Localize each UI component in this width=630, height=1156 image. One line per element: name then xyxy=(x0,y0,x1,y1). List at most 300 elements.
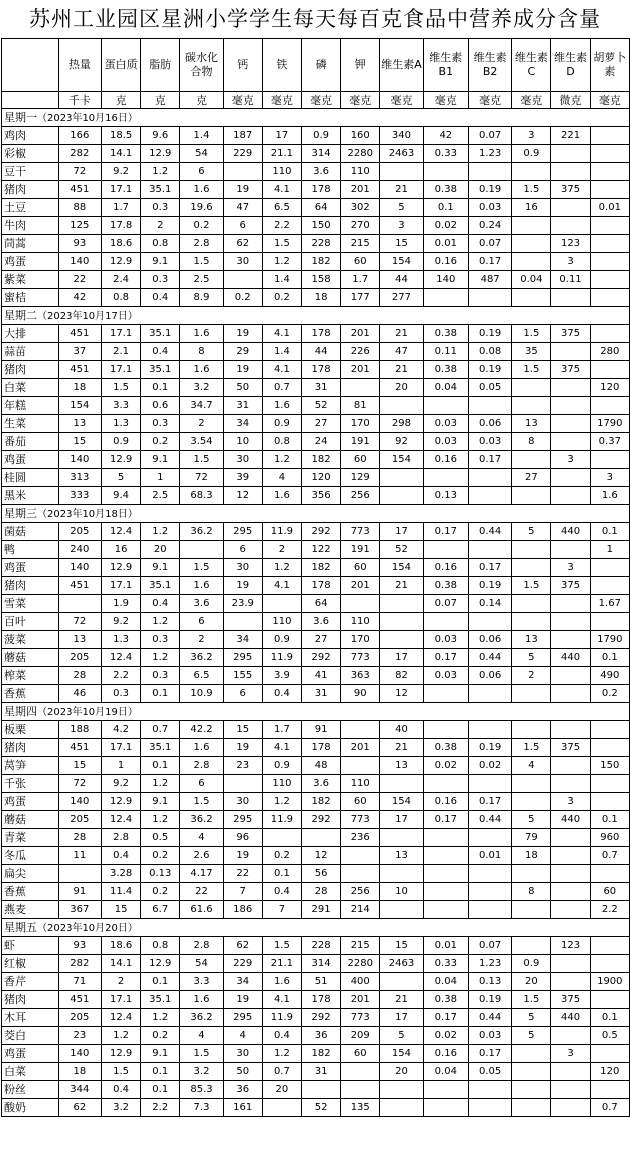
nutrient-value xyxy=(551,847,590,865)
nutrient-value: 182 xyxy=(301,253,340,271)
nutrient-value: 0.1 xyxy=(262,865,301,883)
nutrient-value xyxy=(380,397,423,415)
food-row xyxy=(2,793,630,811)
nutrient-value xyxy=(223,775,262,793)
column-header: 脂肪 xyxy=(141,39,180,92)
nutrient-value: 21 xyxy=(380,739,423,757)
nutrient-value: 0.9 xyxy=(262,757,301,775)
nutrient-value: 11.9 xyxy=(262,649,301,667)
nutrient-value: 3 xyxy=(551,793,590,811)
nutrient-value: 0.3 xyxy=(141,271,180,289)
column-header: 钾 xyxy=(341,39,380,92)
nutrient-value: 5 xyxy=(512,1027,551,1045)
food-name: 生菜 xyxy=(2,415,59,433)
nutrient-value: 0.2 xyxy=(180,217,223,235)
nutrient-value xyxy=(380,1081,423,1099)
food-name: 鸡蛋 xyxy=(2,1045,59,1063)
nutrient-value: 1.7 xyxy=(102,199,141,217)
nutrient-value: 12.4 xyxy=(102,649,141,667)
food-row xyxy=(2,397,630,415)
unit-cell: 毫克 xyxy=(262,92,301,109)
nutrient-value xyxy=(341,757,380,775)
nutrient-value: 35.1 xyxy=(141,181,180,199)
nutrient-value: 7.3 xyxy=(180,1099,223,1117)
nutrient-value: 30 xyxy=(223,1045,262,1063)
nutrient-value: 30 xyxy=(223,253,262,271)
nutrient-value: 120 xyxy=(590,1063,629,1081)
nutrient-value: 9.2 xyxy=(102,775,141,793)
food-row xyxy=(2,217,630,235)
nutrient-value: 21 xyxy=(380,991,423,1009)
nutrient-value: 17 xyxy=(380,1009,423,1027)
nutrient-value: 0.06 xyxy=(468,631,511,649)
nutrient-value xyxy=(590,991,629,1009)
food-name: 猪肉 xyxy=(2,991,59,1009)
nutrient-value: 4.1 xyxy=(262,181,301,199)
nutrient-value: 298 xyxy=(380,415,423,433)
nutrient-value: 0.1 xyxy=(423,199,468,217)
food-row xyxy=(2,973,630,991)
nutrient-value: 35.1 xyxy=(141,739,180,757)
nutrient-value: 182 xyxy=(301,793,340,811)
food-row xyxy=(2,901,630,919)
nutrient-value: 1.2 xyxy=(141,811,180,829)
nutrient-value: 1.5 xyxy=(512,991,551,1009)
nutrient-value: 1.6 xyxy=(180,325,223,343)
nutrient-value: 0.02 xyxy=(423,757,468,775)
day-label-cell xyxy=(2,919,630,937)
nutrient-value: 140 xyxy=(58,559,101,577)
nutrient-value xyxy=(512,1099,551,1117)
column-header: 磷 xyxy=(301,39,340,92)
nutrient-value: 215 xyxy=(341,937,380,955)
nutrient-value: 0.38 xyxy=(423,361,468,379)
food-row xyxy=(2,289,630,307)
nutrient-value: 375 xyxy=(551,991,590,1009)
nutrient-value: 79 xyxy=(512,829,551,847)
food-row xyxy=(2,325,630,343)
nutrient-value xyxy=(58,865,101,883)
nutrient-value: 4.1 xyxy=(262,577,301,595)
food-name: 板栗 xyxy=(2,721,59,739)
nutrient-value: 0.4 xyxy=(141,595,180,613)
nutrient-value: 5 xyxy=(512,649,551,667)
nutrient-value: 1.2 xyxy=(262,451,301,469)
food-name: 大排 xyxy=(2,325,59,343)
nutrient-value: 2.8 xyxy=(102,829,141,847)
nutrient-value: 1.5 xyxy=(512,325,551,343)
nutrient-value: 19 xyxy=(223,739,262,757)
nutrient-value: 20 xyxy=(262,1081,301,1099)
nutrient-value: 18.5 xyxy=(102,127,141,145)
nutrient-value: 50 xyxy=(223,379,262,397)
food-name: 青菜 xyxy=(2,829,59,847)
nutrient-value xyxy=(512,595,551,613)
nutrient-value: 68.3 xyxy=(180,487,223,505)
nutrient-value: 110 xyxy=(341,163,380,181)
nutrient-value: 2.4 xyxy=(102,271,141,289)
nutrient-value: 0.16 xyxy=(423,451,468,469)
nutrient-value: 36 xyxy=(301,1027,340,1045)
nutrient-value: 1.6 xyxy=(262,487,301,505)
food-name: 粉丝 xyxy=(2,1081,59,1099)
nutrient-value: 1.5 xyxy=(180,253,223,271)
nutrient-value: 31 xyxy=(301,379,340,397)
nutrient-value: 2.2 xyxy=(141,1099,180,1117)
nutrient-value: 1.7 xyxy=(262,721,301,739)
food-name: 白菜 xyxy=(2,379,59,397)
nutrient-value: 295 xyxy=(223,649,262,667)
day-label-cell xyxy=(2,703,630,721)
nutrient-value: 182 xyxy=(301,1045,340,1063)
nutrient-value: 12.9 xyxy=(102,451,141,469)
nutrient-value: 5 xyxy=(512,811,551,829)
food-name: 鸡肉 xyxy=(2,127,59,145)
nutrient-value: 10 xyxy=(380,883,423,901)
nutrient-value: 0.03 xyxy=(423,433,468,451)
nutrient-value xyxy=(512,1045,551,1063)
nutrient-value: 12.4 xyxy=(102,523,141,541)
food-name: 猪肉 xyxy=(2,181,59,199)
nutrient-value: 40 xyxy=(380,721,423,739)
nutrient-value: 2.8 xyxy=(180,937,223,955)
food-row xyxy=(2,613,630,631)
food-name: 黑米 xyxy=(2,487,59,505)
nutrient-value: 0.44 xyxy=(468,811,511,829)
nutrient-value: 1.2 xyxy=(141,649,180,667)
nutrient-value: 292 xyxy=(301,811,340,829)
nutrient-value: 0.4 xyxy=(141,289,180,307)
food-name: 香芹 xyxy=(2,973,59,991)
nutrient-value: 0.4 xyxy=(262,685,301,703)
nutrient-value: 1.9 xyxy=(102,595,141,613)
nutrient-value: 0.05 xyxy=(468,379,511,397)
nutrient-value: 60 xyxy=(341,253,380,271)
nutrient-value xyxy=(223,163,262,181)
nutrient-value: 0.01 xyxy=(423,235,468,253)
nutrient-value: 1790 xyxy=(590,631,629,649)
nutrient-value: 0.01 xyxy=(590,199,629,217)
nutrient-value: 30 xyxy=(223,793,262,811)
nutrient-value: 140 xyxy=(58,451,101,469)
nutrient-value: 123 xyxy=(551,937,590,955)
nutrient-value: 0.7 xyxy=(590,847,629,865)
nutrient-value: 96 xyxy=(223,829,262,847)
nutrient-value: 2463 xyxy=(380,145,423,163)
nutrient-value: 8 xyxy=(512,883,551,901)
nutrient-value xyxy=(380,973,423,991)
nutrient-value: 282 xyxy=(58,955,101,973)
nutrient-value xyxy=(262,1099,301,1117)
nutrient-value: 487 xyxy=(468,271,511,289)
nutrient-value: 16 xyxy=(512,199,551,217)
nutrient-value: 229 xyxy=(223,955,262,973)
nutrient-value: 178 xyxy=(301,991,340,1009)
nutrient-value: 44 xyxy=(301,343,340,361)
nutrient-value: 1.2 xyxy=(141,163,180,181)
food-row xyxy=(2,991,630,1009)
food-row xyxy=(2,577,630,595)
nutrient-value: 0.14 xyxy=(468,595,511,613)
nutrition-table xyxy=(1,38,630,1117)
nutrient-value: 0.44 xyxy=(468,649,511,667)
nutrient-value: 186 xyxy=(223,901,262,919)
nutrient-value: 773 xyxy=(341,649,380,667)
nutrient-value xyxy=(468,775,511,793)
nutrient-value xyxy=(468,901,511,919)
nutrient-value: 34.7 xyxy=(180,397,223,415)
food-name: 红椒 xyxy=(2,955,59,973)
nutrient-value: 0.9 xyxy=(512,955,551,973)
nutrient-value: 12.9 xyxy=(141,955,180,973)
nutrient-value: 93 xyxy=(58,937,101,955)
nutrient-value: 4.1 xyxy=(262,325,301,343)
nutrient-value: 48 xyxy=(301,757,340,775)
nutrient-value: 12.9 xyxy=(102,793,141,811)
nutrient-value: 17.1 xyxy=(102,739,141,757)
nutrient-value xyxy=(512,451,551,469)
nutrient-value: 209 xyxy=(341,1027,380,1045)
nutrient-value: 6.7 xyxy=(141,901,180,919)
nutrient-value: 12.9 xyxy=(102,253,141,271)
food-row xyxy=(2,487,630,505)
nutrient-value xyxy=(468,721,511,739)
nutrient-value: 29 xyxy=(223,343,262,361)
nutrient-value xyxy=(262,829,301,847)
food-name: 猪肉 xyxy=(2,361,59,379)
food-row xyxy=(2,883,630,901)
nutrient-value xyxy=(423,685,468,703)
nutrient-value xyxy=(468,163,511,181)
nutrient-value: 10.9 xyxy=(180,685,223,703)
day-label: 星期四 xyxy=(4,704,37,718)
unit-cell: 毫克 xyxy=(590,92,629,109)
nutrient-value xyxy=(551,397,590,415)
nutrient-value: 15 xyxy=(102,901,141,919)
nutrient-value: 3.2 xyxy=(102,1099,141,1117)
nutrient-value: 0.44 xyxy=(468,1009,511,1027)
nutrient-value xyxy=(590,145,629,163)
nutrient-value: 4 xyxy=(262,469,301,487)
food-row xyxy=(2,145,630,163)
nutrient-value: 91 xyxy=(301,721,340,739)
nutrient-value: 1.5 xyxy=(262,937,301,955)
day-date: （2023年10月17日） xyxy=(37,310,138,322)
food-row xyxy=(2,379,630,397)
nutrient-value: 1.2 xyxy=(262,559,301,577)
nutrient-value: 16 xyxy=(102,541,141,559)
nutrient-value: 155 xyxy=(223,667,262,685)
nutrient-value: 19 xyxy=(223,577,262,595)
nutrient-value: 50 xyxy=(223,1063,262,1081)
nutrient-value: 0.9 xyxy=(102,433,141,451)
unit-cell: 毫克 xyxy=(380,92,423,109)
nutrient-value: 1.2 xyxy=(102,1027,141,1045)
food-row xyxy=(2,811,630,829)
nutrient-value: 375 xyxy=(551,739,590,757)
nutrient-value: 3.2 xyxy=(180,1063,223,1081)
nutrient-value: 71 xyxy=(58,973,101,991)
food-row xyxy=(2,199,630,217)
nutrient-value: 0.2 xyxy=(141,847,180,865)
nutrient-value: 19 xyxy=(223,181,262,199)
nutrient-value: 201 xyxy=(341,325,380,343)
nutrient-value: 0.01 xyxy=(423,937,468,955)
nutrient-value: 0.03 xyxy=(468,199,511,217)
nutrient-value: 960 xyxy=(590,829,629,847)
nutrient-value: 20 xyxy=(380,379,423,397)
nutrient-value xyxy=(512,559,551,577)
nutrient-value: 3 xyxy=(551,451,590,469)
nutrient-value: 72 xyxy=(58,613,101,631)
nutrient-value: 3.6 xyxy=(301,163,340,181)
nutrient-value: 18 xyxy=(58,1063,101,1081)
nutrient-value: 13 xyxy=(58,631,101,649)
nutrient-value: 0.1 xyxy=(141,685,180,703)
nutrient-value: 363 xyxy=(341,667,380,685)
nutrient-value xyxy=(551,415,590,433)
nutrient-value: 3.3 xyxy=(180,973,223,991)
column-header: 蛋白质 xyxy=(102,39,141,92)
nutrient-value: 46 xyxy=(58,685,101,703)
nutrient-value xyxy=(590,1081,629,1099)
nutrient-value: 0.17 xyxy=(468,253,511,271)
nutrient-value: 3.28 xyxy=(102,865,141,883)
nutrient-value xyxy=(590,325,629,343)
nutrient-value xyxy=(590,235,629,253)
nutrient-value xyxy=(551,883,590,901)
nutrient-value: 60 xyxy=(341,1045,380,1063)
nutrient-value: 2.8 xyxy=(180,235,223,253)
nutrient-value xyxy=(551,1063,590,1081)
food-row xyxy=(2,721,630,739)
nutrient-value: 17 xyxy=(380,649,423,667)
nutrient-value: 2 xyxy=(102,973,141,991)
nutrient-value: 182 xyxy=(301,559,340,577)
nutrient-value: 4.2 xyxy=(102,721,141,739)
nutrient-value: 24 xyxy=(301,433,340,451)
nutrient-value: 93 xyxy=(58,235,101,253)
nutrient-value: 451 xyxy=(58,739,101,757)
nutrient-value: 2 xyxy=(512,667,551,685)
nutrient-value: 221 xyxy=(551,127,590,145)
nutrient-value xyxy=(590,397,629,415)
nutrient-value: 60 xyxy=(590,883,629,901)
nutrient-value: 177 xyxy=(341,289,380,307)
nutrient-value: 1.67 xyxy=(590,595,629,613)
nutrient-value: 47 xyxy=(223,199,262,217)
nutrient-value: 314 xyxy=(301,955,340,973)
nutrient-value: 440 xyxy=(551,811,590,829)
nutrient-value: 6 xyxy=(180,613,223,631)
nutrient-value: 0.38 xyxy=(423,325,468,343)
nutrient-value: 140 xyxy=(58,1045,101,1063)
nutrient-value xyxy=(341,865,380,883)
nutrient-value: 440 xyxy=(551,649,590,667)
food-name: 茼蒿 xyxy=(2,235,59,253)
nutrient-value: 240 xyxy=(58,541,101,559)
nutrient-value: 1.5 xyxy=(102,379,141,397)
unit-cell: 毫克 xyxy=(301,92,340,109)
page-title: 苏州工业园区星洲小学学生每天每百克食品中营养成分含量 xyxy=(29,7,601,31)
food-name: 彩椒 xyxy=(2,145,59,163)
nutrient-value: 56 xyxy=(301,865,340,883)
column-header: 热量 xyxy=(58,39,101,92)
nutrient-value: 20 xyxy=(141,541,180,559)
nutrient-value: 27 xyxy=(301,415,340,433)
nutrient-value xyxy=(223,271,262,289)
nutrient-value: 0.07 xyxy=(468,127,511,145)
nutrient-value xyxy=(551,865,590,883)
nutrient-value: 0.1 xyxy=(590,649,629,667)
nutrient-value: 4 xyxy=(180,829,223,847)
nutrient-value: 0.7 xyxy=(262,379,301,397)
nutrient-value xyxy=(380,901,423,919)
nutrient-value: 0.17 xyxy=(423,649,468,667)
nutrient-value: 292 xyxy=(301,649,340,667)
nutrient-value: 0.19 xyxy=(468,325,511,343)
column-header: 维生素C xyxy=(512,39,551,92)
nutrient-value: 3.6 xyxy=(301,775,340,793)
nutrient-value: 92 xyxy=(380,433,423,451)
nutrient-value: 214 xyxy=(341,901,380,919)
nutrient-value: 0.2 xyxy=(141,433,180,451)
nutrient-value: 0.7 xyxy=(141,721,180,739)
nutrient-value xyxy=(423,613,468,631)
nutrient-value: 60 xyxy=(341,793,380,811)
nutrient-value: 110 xyxy=(262,613,301,631)
nutrient-value: 154 xyxy=(380,793,423,811)
nutrient-value: 375 xyxy=(551,361,590,379)
nutrient-value xyxy=(590,253,629,271)
nutrient-value: 0.05 xyxy=(468,1063,511,1081)
day-row xyxy=(2,109,630,127)
unit-cell: 微克 xyxy=(551,92,590,109)
food-row xyxy=(2,253,630,271)
nutrient-value: 1.7 xyxy=(341,271,380,289)
nutrient-value: 9.1 xyxy=(141,451,180,469)
nutrient-value: 0.8 xyxy=(262,433,301,451)
nutrient-value xyxy=(423,865,468,883)
nutrient-value: 3.9 xyxy=(262,667,301,685)
nutrient-value: 122 xyxy=(301,541,340,559)
nutrient-value: 0.8 xyxy=(141,937,180,955)
nutrient-value xyxy=(512,163,551,181)
nutrient-value xyxy=(551,541,590,559)
nutrient-value xyxy=(380,613,423,631)
nutrient-value: 0.8 xyxy=(102,289,141,307)
nutrient-value xyxy=(590,793,629,811)
nutrient-value: 6 xyxy=(180,775,223,793)
nutrient-value: 170 xyxy=(341,415,380,433)
nutrient-value xyxy=(551,433,590,451)
nutrient-value xyxy=(590,127,629,145)
food-name: 牛肉 xyxy=(2,217,59,235)
nutrient-value xyxy=(590,289,629,307)
nutrient-value xyxy=(468,613,511,631)
nutrient-value xyxy=(423,829,468,847)
nutrient-value: 256 xyxy=(341,883,380,901)
nutrient-value: 178 xyxy=(301,739,340,757)
nutrient-value: 1.3 xyxy=(102,631,141,649)
nutrient-value: 270 xyxy=(341,217,380,235)
nutrient-value xyxy=(551,901,590,919)
nutrient-value: 0.07 xyxy=(423,595,468,613)
nutrient-value xyxy=(551,613,590,631)
nutrient-value xyxy=(590,955,629,973)
nutrient-value: 1 xyxy=(141,469,180,487)
nutrient-value xyxy=(512,289,551,307)
